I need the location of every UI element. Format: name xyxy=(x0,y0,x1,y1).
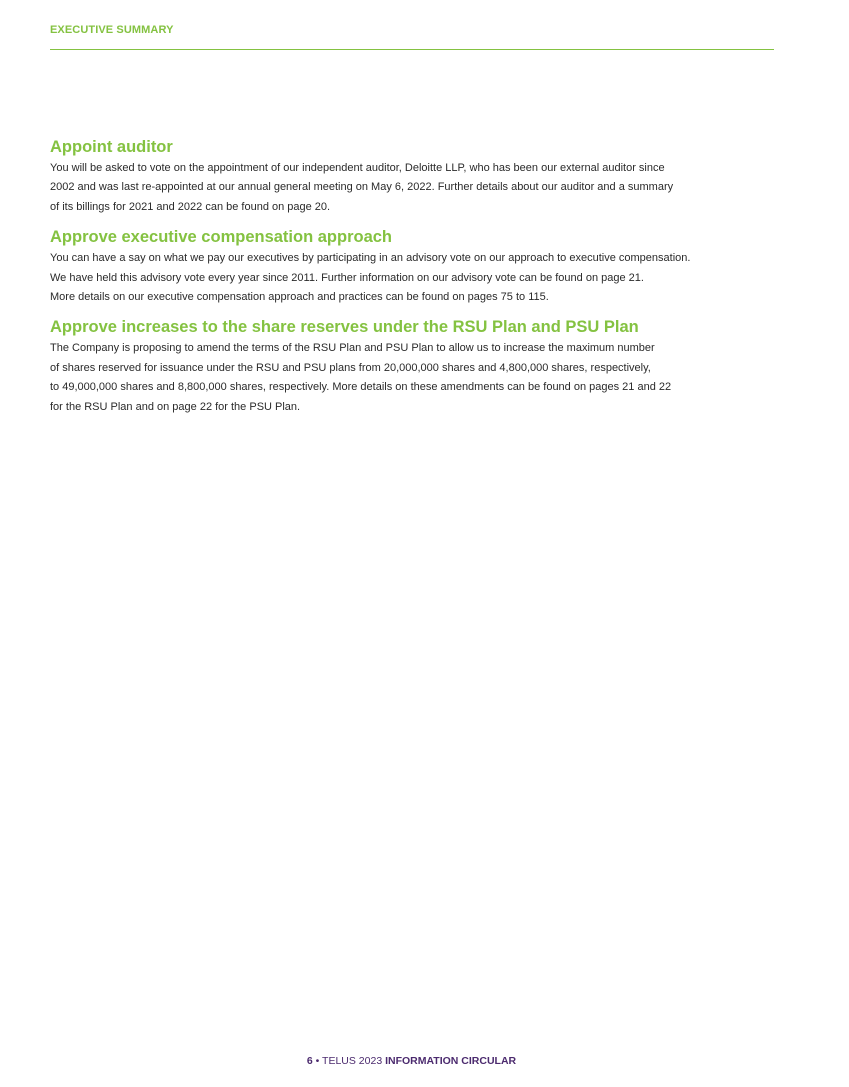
section-body xyxy=(50,339,760,417)
body-line: More details on our executive compensation approach and practices can be found on pages 75 to 115. xyxy=(50,291,549,304)
section-label: EXECUTIVE SUMMARY xyxy=(50,24,174,36)
section-executive-compensation xyxy=(50,227,760,307)
footer-separator: • xyxy=(315,1055,320,1067)
section-title: Appoint auditor xyxy=(50,138,173,156)
body-line: to 49,000,000 shares and 8,800,000 shares, respectively. More details on these amendments can be found on pages 21 and 22 xyxy=(50,381,672,394)
main-content xyxy=(50,137,760,427)
body-line: for the RSU Plan and on page 22 for the PSU Plan. xyxy=(50,400,301,413)
section-title: Approve executive compensation approach xyxy=(50,228,393,247)
body-line: 2002 and was last re-appointed at our annual general meeting on May 6, 2022. Further details about our auditor and a summary xyxy=(50,181,674,194)
body-line: You can have a say on what we pay our executives by participating in an advisory vote on our approach to executive compensation. xyxy=(50,252,691,265)
body-line: The Company is proposing to amend the terms of the RSU Plan and PSU Plan to allow us to increase the maximum number xyxy=(50,342,655,355)
body-line: of shares reserved for issuance under the RSU and PSU plans from 20,000,000 shares and 4,800,000 shares, respectively, xyxy=(50,361,651,374)
section-body xyxy=(50,159,760,217)
header-divider xyxy=(50,49,774,50)
page-footer xyxy=(0,1054,823,1068)
section-title: Approve increases to the share reserves under the RSU Plan and PSU Plan xyxy=(50,318,639,337)
body-line: of its billings for 2021 and 2022 can be found on page 20. xyxy=(50,200,331,213)
body-line: We have held this advisory vote every year since 2011. Further information on our advisory vote can be found on page 21. xyxy=(50,271,644,284)
section-body xyxy=(50,249,760,307)
body-line: You will be asked to vote on the appointment of our independent auditor, Deloitte LLP, who has been our external auditor since xyxy=(50,162,665,174)
section-appoint-auditor xyxy=(50,137,760,217)
section-share-reserves xyxy=(50,317,760,417)
footer-brand-year: TELUS 2023 xyxy=(322,1055,383,1067)
page-header xyxy=(50,23,774,37)
footer-document-title: INFORMATION CIRCULAR xyxy=(385,1055,517,1067)
page-number: 6 xyxy=(306,1055,313,1067)
